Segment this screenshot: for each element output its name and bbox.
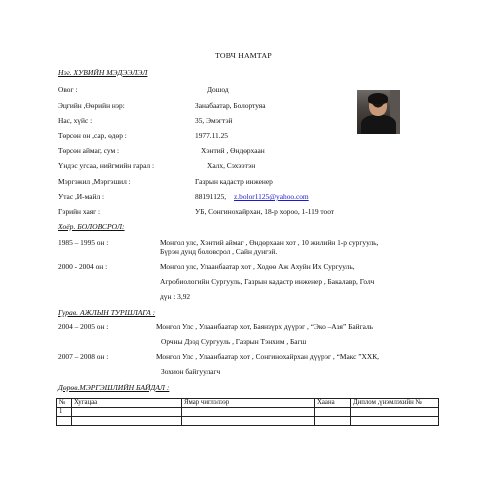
education-line-1b: Бүрэн дунд боловсрол , Сайн дунгэй.: [160, 247, 278, 256]
label-name: Эцгийн ,Өөрийн нэр:: [58, 101, 125, 110]
table-cell: [182, 408, 315, 417]
value-surname: Дошод: [207, 85, 229, 94]
education-line-2b: Агробиологийн Сургууль, Газрын кадастр инженер , Бакалавр, Голч: [160, 277, 375, 286]
section-personal-heading: Нэг. ХУВИЙН МЭДЭЭЛЭЛ: [58, 68, 148, 77]
table-header-cell: Ямар чиглэлээр: [182, 399, 315, 408]
education-period-2: 2000 - 2004 он :: [58, 262, 108, 271]
label-ethnicity: Үндэс угсаа, нийгмийн гарал :: [58, 161, 155, 170]
experience-period-1: 2004 – 2005 он :: [58, 322, 109, 331]
label-address: Гэрийн хаяг :: [58, 207, 101, 216]
value-profession: Газрын кадастр инженер: [195, 177, 273, 186]
email-link[interactable]: z.bolor1125@yahoo.com: [234, 192, 309, 201]
table-cell: [315, 408, 351, 417]
education-line-2a: Монгол улс, Улаанбаатар хот , Ходөө Аж Ахуйн Их Сургууль,: [160, 262, 355, 271]
value-phone: 88191125,: [195, 192, 227, 201]
experience-line-2a: Монгол Улс , Улаанбаатар хот , Сонгинохайрхан дүүрэг , “Макс ”ХХК,: [156, 352, 380, 361]
table-cell: 1: [57, 408, 72, 417]
table-cell: [57, 417, 72, 426]
table-cell: [351, 417, 439, 426]
page-title: ТОВЧ НАМТАР: [215, 51, 272, 60]
label-surname: Овог :: [58, 85, 78, 94]
table-cell: [315, 417, 351, 426]
table-row: [57, 408, 439, 417]
experience-line-1a: Монгол Улс , Улаанбаатар хот, Баянзүрх дүүрэг , “Эко –Азя” Байгаль: [156, 322, 374, 331]
value-age-sex: 35, Эмэгтэй: [195, 116, 233, 125]
table-cell: [351, 408, 439, 417]
value-birthplace: Хэнтий , Өндөрхаан: [201, 146, 265, 155]
value-ethnicity: Халх, Сэхээтэн: [207, 161, 256, 170]
table-cell: [72, 408, 182, 417]
label-birthdate: Төрсөн он ,сар, өдөр :: [58, 131, 127, 140]
value-name: Занабаатар, Болортуяа: [195, 101, 266, 110]
table-header-cell: №: [57, 399, 72, 408]
table-header-cell: Хугацаа: [72, 399, 182, 408]
qualification-table: [56, 398, 439, 426]
table-cell: [182, 417, 315, 426]
section-qualification-heading: Дөрөв.МЭРГЭШЛИЙН БАЙДАЛ :: [58, 383, 170, 392]
table-header-cell: Диплом ,үнэмлэхийн №: [351, 399, 439, 408]
section-education-heading: Хоёр. БОЛОВСРОЛ:: [58, 222, 125, 231]
experience-line-2b: Зохион байгуулагч: [161, 367, 221, 376]
label-age-sex: Нас, хүйс :: [58, 116, 93, 125]
table-cell: [72, 417, 182, 426]
education-period-1: 1985 – 1995 он :: [58, 238, 109, 247]
section-experience-heading: Гурав. АЖЛЫН ТУРШЛАГА :: [58, 308, 156, 317]
table-row: [57, 417, 439, 426]
education-line-1a: Монгол улс, Хэнтий аймаг , Өндөрхаан хот , 10 жилийн 1-р сургууль,: [160, 238, 379, 247]
label-birthplace: Төрсөн аймаг, сум :: [58, 146, 120, 155]
label-contact: Утас ,И-майл :: [58, 192, 105, 201]
label-profession: Мэргэжил ,Мэргэшил :: [58, 177, 131, 186]
portrait-photo: [357, 90, 400, 134]
table-header-row: [57, 399, 439, 408]
value-birthdate: 1977.11.25: [195, 131, 228, 140]
table-header-cell: Хаана: [315, 399, 351, 408]
education-line-2c: дүн : 3,92: [160, 292, 191, 301]
experience-period-2: 2007 – 2008 он :: [58, 352, 109, 361]
experience-line-1b: Орчны Дээд Сургууль , Газрын Тэнхим , Багш: [161, 337, 307, 346]
value-address: УБ, Сонгинохайрхан, 18-р хороо, 1-119 тоот: [195, 207, 335, 216]
